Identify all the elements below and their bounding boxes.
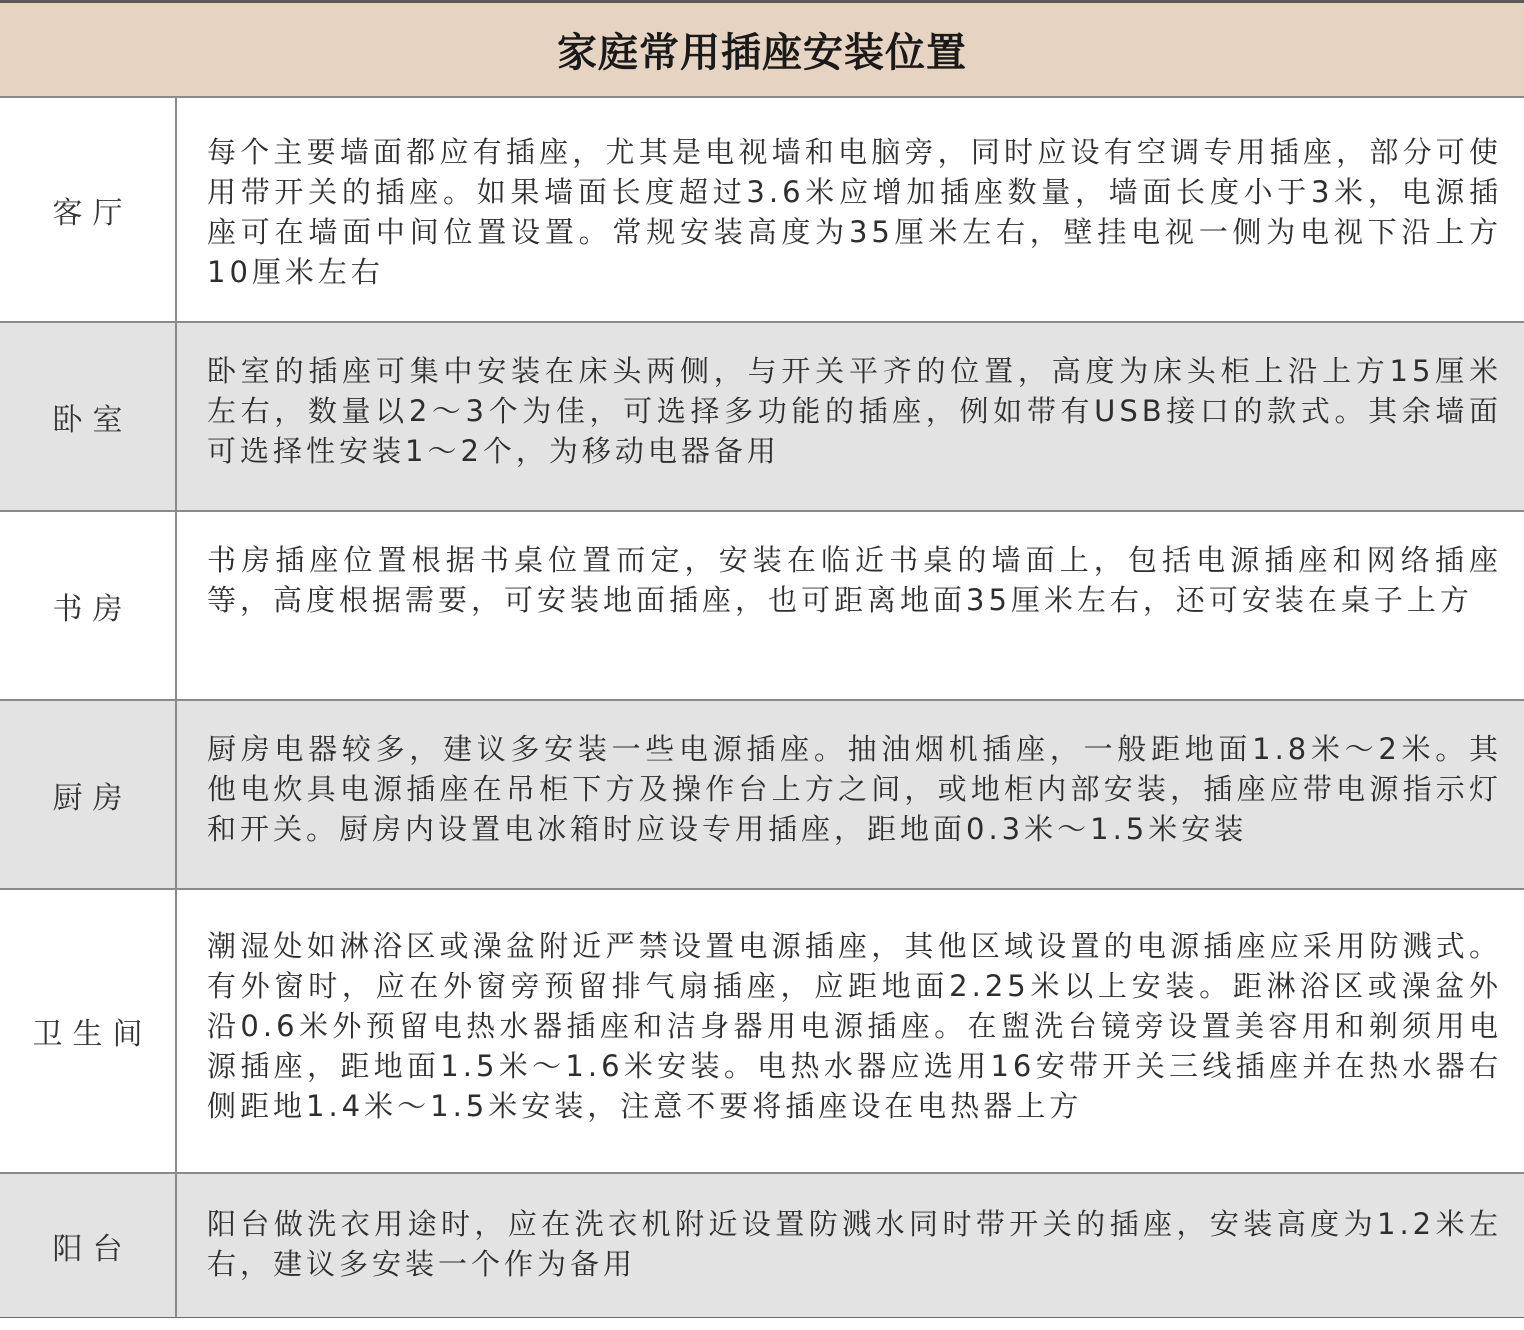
room-description: 阳台做洗衣用途时，应在洗衣机附近设置防溅水同时带开关的插座，安装高度为1.2米左右，建议多安装一个作为备用 <box>207 1207 1502 1281</box>
table-title: 家庭常用插座安装位置 <box>557 30 967 76</box>
room-description: 每个主要墙面都应有插座，尤其是电视墙和电脑旁，同时应设有空调专用插座，部分可使用带开关的插座。如果墙面长度超过3.6米应增加插座数量，墙面长度小于3米，电源插座可在墙面中间位置设置。常规安装高度为35厘米左右，壁挂电视一侧为电视下沿上方10厘米左右 <box>207 135 1502 289</box>
room-description: 潮湿处如淋浴区或澡盆附近严禁设置电源插座，其他区域设置的电源插座应采用防溅式。有外窗时，应在外窗旁预留排气扇插座，应距地面2.25米以上安装。距淋浴区或澡盆外沿0.6米外预留电热水器插座和洁身器用电源插座。在盥洗台镜旁设置美容用和剃须用电源插座，距地面1.5米～1.6米安装。电热水器应选用16安带开关三线插座并在热水器右侧距地1.4米～1.5米安装，注意不要将插座设在电热器上方 <box>207 929 1502 1123</box>
room-name: 阳台 <box>0 1174 177 1317</box>
table-row-study <box>0 512 1524 701</box>
table-row-balcony <box>0 1174 1524 1317</box>
room-name: 厨房 <box>0 701 177 888</box>
table-row-bathroom <box>0 890 1524 1174</box>
table-row-kitchen <box>0 701 1524 890</box>
room-description: 卧室的插座可集中安装在床头两侧，与开关平齐的位置，高度为床头柜上沿上方15厘米左右，数量以2～3个为佳，可选择多功能的插座，例如带有USB接口的款式。其余墙面可选择性安装1～2个，为移动电器备用 <box>207 354 1502 468</box>
table-row-bedroom <box>0 323 1524 512</box>
room-description: 书房插座位置根据书桌位置而定，安装在临近书桌的墙面上，包括电源插座和网络插座等，高度根据需要，可安装地面插座，也可距离地面35厘米左右，还可安装在桌子上方 <box>207 543 1502 617</box>
room-name: 卫生间 <box>0 890 177 1172</box>
room-description: 厨房电器较多，建议多安装一些电源插座。抽油烟机插座，一般距地面1.8米～2米。其他电炊具电源插座在吊柜下方及操作台上方之间，或地柜内部安装，插座应带电源指示灯和开关。厨房内设置电冰箱时应设专用插座，距地面0.3米～1.5米安装 <box>207 732 1502 846</box>
room-name: 客厅 <box>0 98 177 321</box>
table-header <box>0 3 1524 98</box>
room-name: 卧室 <box>0 323 177 510</box>
table-row-living-room <box>0 98 1524 323</box>
room-name: 书房 <box>0 512 177 699</box>
